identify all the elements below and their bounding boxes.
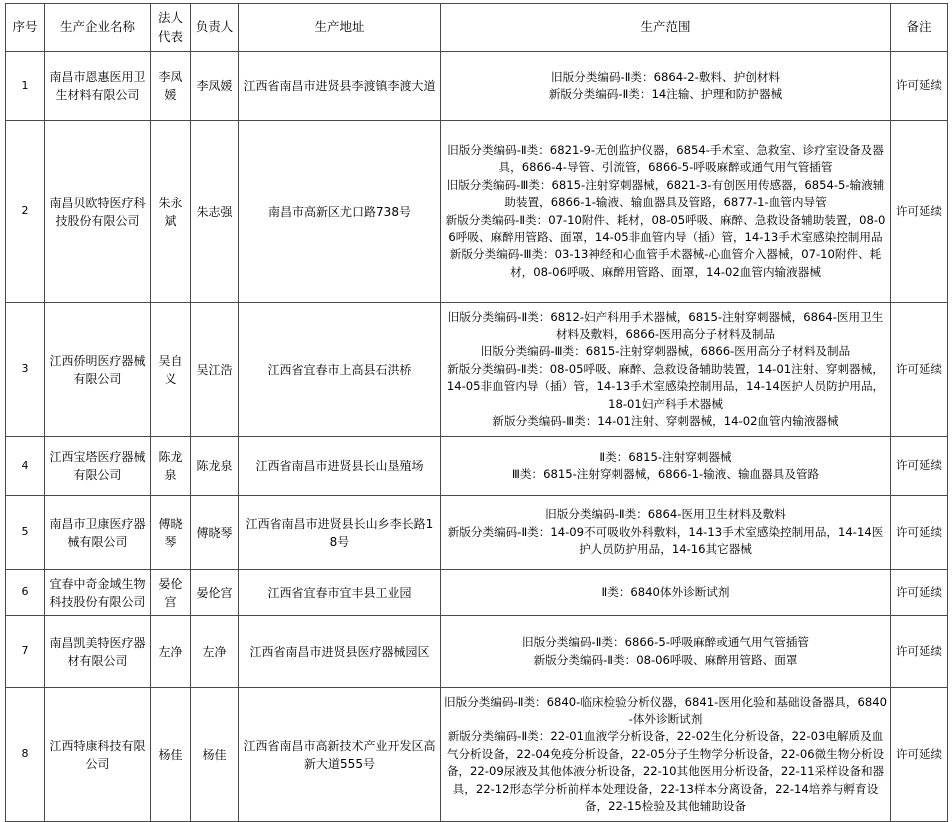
- column-header-remark: 备注: [891, 4, 948, 52]
- cell-production-scope: [441, 616, 891, 688]
- cell-production-address: 江西省南昌市进贤县长山垦殖场: [239, 437, 441, 496]
- cell-company-name: 南昌市卫康医疗器械有限公司: [45, 496, 151, 570]
- cell-legal-representative: 陈龙泉: [151, 437, 191, 496]
- cell-seq: 3: [6, 303, 45, 437]
- cell-company-name: 南昌凯美特医疗器材有限公司: [45, 616, 151, 688]
- cell-remark: 许可延续: [891, 437, 948, 496]
- cell-seq: 7: [6, 616, 45, 688]
- table-row: [6, 496, 948, 570]
- table-header-row: [6, 4, 948, 52]
- cell-person-in-charge: 吴江浩: [191, 303, 239, 437]
- cell-person-in-charge: 李凤媛: [191, 52, 239, 121]
- table-row: [6, 121, 948, 303]
- scope-line: 新版分类编码-Ⅱ类：07-10附件、耗材，08-05呼吸、麻醉、急救设备辅助装置，08-06呼吸、麻醉用管路、面罩，14-05非血管内导（插）管，14-13手术室感染控制用品: [445, 212, 886, 244]
- scope-line: 旧版分类编码-Ⅱ类：6840-临床检验分析仪器，6841-医用化验和基础设备器具，6840-体外诊断试剂: [444, 694, 887, 727]
- table-row: [6, 570, 948, 616]
- cell-remark: 许可延续: [891, 570, 948, 616]
- cell-production-scope: [441, 303, 891, 437]
- scope-line: 旧版分类编码-Ⅱ类：6821-9-无创监护仪器，6854-手术室、急救室、诊疗室设备及器具，6866-4-导管、引流管，6866-5-呼吸麻醉或通气用气管插管: [447, 142, 884, 175]
- table-row: [6, 303, 948, 437]
- table-body: [6, 52, 948, 822]
- column-header-production-scope: 生产范围: [441, 4, 891, 52]
- scope-line: 旧版分类编码-Ⅲ类：6815-注射穿刺器械，6866-医用高分子材料及制品: [480, 344, 851, 359]
- cell-legal-representative: 晏伦宫: [151, 570, 191, 616]
- column-header-production-address: 生产地址: [239, 4, 441, 52]
- cell-production-address: 南昌市高新区尤口路738号: [239, 121, 441, 303]
- cell-legal-representative: 李凤媛: [151, 52, 191, 121]
- cell-production-address: 江西省南昌市进贤县医疗器械园区: [239, 616, 441, 688]
- scope-line: 新版分类编码-Ⅱ类：08-06呼吸、麻醉用管路、面罩: [533, 652, 798, 667]
- cell-person-in-charge: 朱志强: [191, 121, 239, 303]
- column-header-legal-representative: 法人代表: [151, 4, 191, 52]
- cell-legal-representative: 朱永斌: [151, 121, 191, 303]
- cell-seq: 8: [6, 688, 45, 822]
- cell-production-address: 江西省宜春市宜丰县工业园: [239, 570, 441, 616]
- scope-line: Ⅲ类：6815-注射穿刺器械，6866-1-输液、输血器具及管路: [511, 467, 820, 481]
- scope-line: 旧版分类编码-Ⅱ类：6866-5-呼吸麻醉或通气用气管插管: [521, 635, 809, 650]
- table-row: [6, 616, 948, 688]
- cell-production-scope: [441, 688, 891, 822]
- table-header: [6, 4, 948, 52]
- cell-remark: 许可延续: [891, 688, 948, 822]
- cell-company-name: 江西侨明医疗器械有限公司: [45, 303, 151, 437]
- cell-production-address: 江西省南昌市高新技术产业开发区高新大道555号: [239, 688, 441, 822]
- cell-person-in-charge: 傅晓琴: [191, 496, 239, 570]
- scope-line: 旧版分类编码-Ⅱ类：6864-医用卫生材料及敷料: [545, 507, 786, 522]
- cell-company-name: 南昌市恩惠医用卫生材料有限公司: [45, 52, 151, 121]
- cell-remark: 许可延续: [891, 616, 948, 688]
- column-header-company-name: 生产企业名称: [45, 4, 151, 52]
- cell-company-name: 南昌贝欧特医疗科技股份有限公司: [45, 121, 151, 303]
- document-sheet: [0, 3, 952, 813]
- cell-person-in-charge: 晏伦宫: [191, 570, 239, 616]
- column-header-seq: 序号: [6, 4, 45, 52]
- cell-remark: 许可延续: [891, 52, 948, 121]
- cell-seq: 1: [6, 52, 45, 121]
- scope-line: Ⅱ类：6815-注射穿刺器械: [599, 449, 732, 464]
- cell-person-in-charge: 杨佳: [191, 688, 239, 822]
- cell-person-in-charge: 左净: [191, 616, 239, 688]
- scope-line: 新版分类编码-Ⅱ类：22-01血液学分析设备，22-02生化分析设备，22-03电解质及血气分析设备，22-04免疫分析设备，22-05分子生物学分析设备，22-06微生物分析设备，22-09尿液及其他体液分析设备，22-10其他医用分析设备，22-11采样设备和器具，22-12形态学分析前样本处理设备，22-13样本分离设备，22-14培养与孵育设备，22-15检验及其他辅助设备: [446, 729, 885, 813]
- column-header-person-in-charge: 负责人: [191, 4, 239, 52]
- cell-seq: 6: [6, 570, 45, 616]
- production-enterprise-table: [5, 3, 948, 822]
- cell-production-scope: [441, 52, 891, 121]
- cell-seq: 5: [6, 496, 45, 570]
- cell-production-scope: [441, 121, 891, 303]
- cell-company-name: 江西宝塔医疗器械有限公司: [45, 437, 151, 496]
- cell-remark: 许可延续: [891, 303, 948, 437]
- scope-line: 新版分类编码-Ⅲ类：14-01注射、穿刺器械，14-02血管内输液器械: [492, 413, 839, 428]
- cell-legal-representative: 左净: [151, 616, 191, 688]
- scope-line: 新版分类编码-Ⅲ类：03-13神经和心血管手术器械-心血管介入器械，07-10附件、耗材，08-06呼吸、麻醉用管路、面罩，14-02血管内输液器械: [449, 247, 882, 279]
- scope-line: 新版分类编码-Ⅱ类：08-05呼吸、麻醉、急救设备辅助装置，14-01注射、穿刺器械，14-05非血管内导（插）管，14-13手术室感染控制用品，14-14医护人员防护用品，18-01妇产科手术器械: [446, 361, 885, 411]
- scope-line: 新版分类编码-Ⅱ类：14-09不可吸收外科敷料，14-13手术室感染控制用品，14-14医护人员防护用品，14-16其它器械: [447, 524, 884, 557]
- cell-production-address: 江西省宜春市上高县石洪桥: [239, 303, 441, 437]
- scope-line: 旧版分类编码-Ⅲ类：6815-注射穿刺器械，6821-3-有创医用传感器，6854-5-输液辅助装置，6866-1-输液、输血器具及管路，6877-1-血管内导管: [446, 177, 885, 210]
- table-row: [6, 52, 948, 121]
- cell-company-name: 宜春中奇金域生物科技股份有限公司: [45, 570, 151, 616]
- cell-production-address: 江西省南昌市进贤县长山乡李长路18号: [239, 496, 441, 570]
- cell-seq: 2: [6, 121, 45, 303]
- cell-seq: 4: [6, 437, 45, 496]
- cell-production-address: 江西省南昌市进贤县李渡镇李渡大道: [239, 52, 441, 121]
- cell-company-name: 江西特康科技有限公司: [45, 688, 151, 822]
- table-row: [6, 688, 948, 822]
- scope-line: Ⅱ类：6840体外诊断试剂: [601, 584, 730, 599]
- cell-person-in-charge: 陈龙泉: [191, 437, 239, 496]
- cell-legal-representative: 傅晓琴: [151, 496, 191, 570]
- cell-production-scope: [441, 496, 891, 570]
- scope-line: 新版分类编码-Ⅱ类：14注输、护理和防护器械: [548, 87, 783, 101]
- cell-production-scope: [441, 570, 891, 616]
- scope-line: 旧版分类编码-Ⅱ类：6864-2-敷料、护创材料: [550, 69, 781, 84]
- cell-remark: 许可延续: [891, 121, 948, 303]
- cell-legal-representative: 吴自义: [151, 303, 191, 437]
- cell-production-scope: [441, 437, 891, 496]
- cell-legal-representative: 杨佳: [151, 688, 191, 822]
- table-row: [6, 437, 948, 496]
- cell-remark: 许可延续: [891, 496, 948, 570]
- scope-line: 旧版分类编码-Ⅱ类：6812-妇产科用手术器械，6815-注射穿刺器械，6864-医用卫生材料及敷料，6866-医用高分子材料及制品: [447, 309, 884, 342]
